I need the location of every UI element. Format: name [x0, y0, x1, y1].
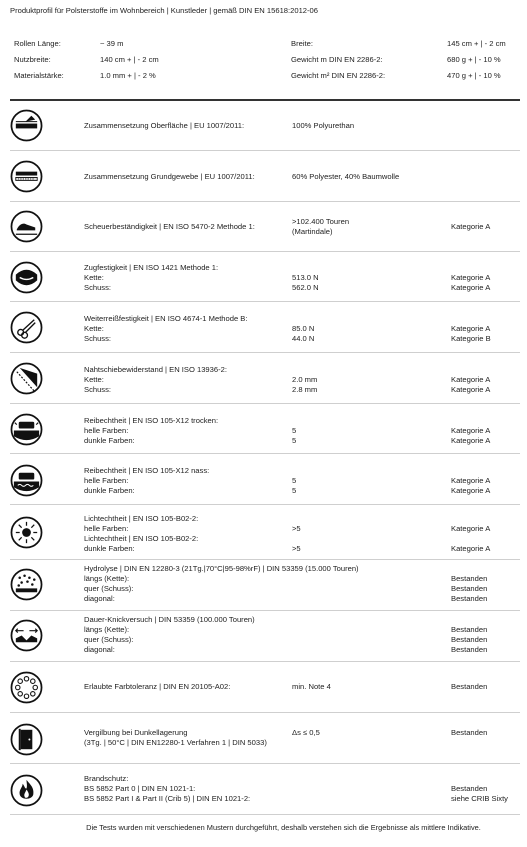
property-label: Dauer-Knickversuch | DIN 53359 (100.000 Touren) [84, 615, 255, 624]
property-row [0, 151, 527, 202]
property-rating: Bestanden [451, 574, 488, 583]
spec-row [0, 71, 527, 87]
property-value: 5 [292, 486, 297, 495]
fire-icon [10, 774, 43, 807]
property-rating: Bestanden [451, 584, 488, 593]
property-rating [451, 263, 523, 273]
abrasion-shoe-icon [10, 210, 43, 243]
property-row [0, 353, 527, 404]
property-rating [451, 534, 523, 544]
spec-value: 1.0 mm + | - 2 % [100, 71, 156, 80]
property-label: (3Tg. | 50°C | DIN EN12280-1 Verfahren 1 | DIN 5033) [84, 738, 267, 747]
property-value [292, 416, 442, 426]
property-value [292, 466, 442, 476]
property-value [292, 365, 442, 375]
surface-composition-icon [10, 109, 43, 142]
property-label: Weiterreißfestigkeit | EN ISO 4674-1 Methode B: [84, 314, 248, 323]
spec-row [0, 39, 527, 55]
property-rating: Bestanden [451, 645, 488, 654]
property-label: Reibechtheit | EN ISO 105-X12 trocken: [84, 416, 219, 425]
property-label: dunkle Farben: [84, 436, 135, 445]
property-label: Reibechtheit | EN ISO 105-X12 nass: [84, 466, 210, 475]
base-fabric-composition-icon [10, 160, 43, 193]
property-rating: Kategorie B [451, 334, 491, 343]
property-rating: Bestanden [451, 728, 488, 737]
property-label: dunkle Farben: [84, 544, 135, 553]
property-rating: Kategorie A [451, 436, 491, 445]
dark-storage-door-icon [10, 723, 43, 756]
property-label: helle Farben: [84, 426, 129, 435]
property-label: helle Farben: [84, 476, 129, 485]
property-row [0, 404, 527, 454]
property-row [0, 454, 527, 505]
property-rating: Kategorie A [451, 222, 491, 231]
property-label: Schuss: [84, 385, 112, 394]
property-label: BS 5852 Part 0 | DIN EN 1021-1: [84, 784, 196, 793]
spec-label: Gewicht m DIN EN 2286-2: [291, 55, 383, 64]
property-row [0, 764, 527, 815]
property-value: 562.0 N [292, 283, 319, 292]
property-rating: Bestanden [451, 594, 488, 603]
color-tolerance-icon [10, 671, 43, 704]
property-rating [451, 564, 523, 574]
property-rating [451, 514, 523, 524]
property-rating: Kategorie A [451, 426, 491, 435]
property-label: längs (Kette): [84, 574, 130, 583]
row-divider [10, 814, 520, 815]
spec-label: Breite: [291, 39, 313, 48]
property-label: Zusammensetzung Oberfläche | EU 1007/2011: [84, 121, 245, 130]
hydrolysis-icon [10, 568, 43, 601]
footer-note: Die Tests wurden mit verschiedenen Mustern durchgeführt, deshalb verstehen sich die Ergebnisse als mittlere Indikative. [86, 823, 481, 832]
property-row [0, 505, 527, 560]
property-rating: siehe CRIB Sixty [451, 794, 508, 803]
property-label: Schuss: [84, 283, 112, 292]
property-label: Scheuerbeständigkeit | EN ISO 5470-2 Methode 1: [84, 222, 255, 231]
property-label: diagonal: [84, 594, 115, 603]
property-rating: Kategorie A [451, 324, 491, 333]
light-sun-icon [10, 516, 43, 549]
property-rating: Kategorie A [451, 283, 491, 292]
scissors-icon [10, 311, 43, 344]
property-value: 60% Polyester, 40% Baumwolle [292, 172, 400, 181]
property-value: 100% Polyurethan [292, 121, 355, 130]
property-value: 85.0 N [292, 324, 315, 333]
property-label [84, 564, 284, 574]
document-title: Produktprofil für Polsterstoffe im Wohnbereich | Kunstleder | gemäß DIN EN 15618:2012-06 [10, 6, 318, 15]
property-value: min. Note 4 [292, 682, 331, 691]
property-value: 5 [292, 426, 297, 435]
property-value: Δs ≤ 0,5 [292, 728, 320, 737]
property-value: 2.8 mm [292, 385, 318, 394]
property-rating [451, 738, 523, 748]
property-label: Zugfestigkeit | EN ISO 1421 Methode 1: [84, 263, 219, 272]
tensile-face-icon [10, 261, 43, 294]
property-rating: Kategorie A [451, 273, 491, 282]
property-value [292, 514, 442, 524]
property-label: Schuss: [84, 334, 112, 343]
property-rating: Kategorie A [451, 385, 491, 394]
property-label: längs (Kette): [84, 625, 130, 634]
spec-row [0, 55, 527, 71]
property-rating [451, 365, 523, 375]
property-rating [451, 466, 523, 476]
property-label: Brandschutz: [84, 774, 129, 783]
property-label: Kette: [84, 273, 104, 282]
property-rating: Kategorie A [451, 544, 491, 553]
property-label: quer (Schuss): [84, 584, 134, 593]
property-value: (Martindale) [292, 227, 333, 236]
property-value: >5 [292, 524, 301, 533]
rub-wet-icon [10, 464, 43, 497]
property-row [0, 302, 527, 353]
property-value [292, 738, 442, 748]
property-rating: Kategorie A [451, 486, 491, 495]
property-value: >5 [292, 544, 301, 553]
property-label: Hydrolyse | DIN EN 12280-3 (21Tg.|70°C|95-98%rF) | DIN 53359 (15.000 Touren) [84, 564, 359, 573]
spec-value: 145 cm + | - 2 cm [447, 39, 506, 48]
property-value: 5 [292, 476, 297, 485]
property-rating: Bestanden [451, 625, 488, 634]
property-rating: Kategorie A [451, 476, 491, 485]
property-rating: Bestanden [451, 682, 488, 691]
property-value: >102.400 Touren [292, 217, 350, 226]
spec-label: Rollen Länge: [14, 39, 61, 48]
property-label: Lichtechtheit | EN ISO 105-B02-2: [84, 534, 199, 543]
spec-label: Materialstärke: [14, 71, 64, 80]
property-label: Kette: [84, 324, 104, 333]
property-value: 5 [292, 436, 297, 445]
spec-value: 680 g + | - 10 % [447, 55, 501, 64]
rub-dry-icon [10, 413, 43, 446]
property-rating: Bestanden [451, 784, 488, 793]
property-value: 2.0 mm [292, 375, 318, 384]
property-rating [451, 314, 523, 324]
property-rating [451, 774, 523, 784]
property-rating [451, 615, 523, 625]
property-row [0, 713, 527, 764]
property-row [0, 101, 527, 151]
property-label [84, 615, 284, 625]
property-value [292, 263, 442, 273]
spec-label: Gewicht m² DIN EN 2286-2: [291, 71, 386, 80]
property-label: Lichtechtheit | EN ISO 105-B02-2: [84, 514, 199, 523]
property-value [292, 534, 442, 544]
property-label: helle Farben: [84, 524, 129, 533]
property-row [0, 202, 527, 252]
spec-value: 470 g + | - 10 % [447, 71, 501, 80]
property-value [292, 314, 442, 324]
property-label: quer (Schuss): [84, 635, 134, 644]
property-label: dunkle Farben: [84, 486, 135, 495]
flex-crack-icon [10, 619, 43, 652]
property-row [0, 560, 527, 611]
spec-value: ~ 39 m [100, 39, 124, 48]
property-row [0, 252, 527, 302]
spec-label: Nutzbreite: [14, 55, 51, 64]
property-row [0, 611, 527, 662]
property-label: Erlaubte Farbtoleranz | DIN EN 20105-A02: [84, 682, 231, 691]
spec-value: 140 cm + | - 2 cm [100, 55, 159, 64]
seam-slippage-icon [10, 362, 43, 395]
property-rating: Kategorie A [451, 375, 491, 384]
property-rating [451, 416, 523, 426]
property-label: Kette: [84, 375, 104, 384]
property-value: 44.0 N [292, 334, 315, 343]
property-label: diagonal: [84, 645, 115, 654]
property-row [0, 662, 527, 713]
property-rating: Kategorie A [451, 524, 491, 533]
property-label: Vergilbung bei Dunkellagerung [84, 728, 188, 737]
property-label: Nahtschiebewiderstand | EN ISO 13936-2: [84, 365, 227, 374]
property-label: Zusammensetzung Grundgewebe | EU 1007/2011: [84, 172, 255, 181]
property-value: 513.0 N [292, 273, 319, 282]
property-label: BS 5852 Part I & Part II (Crib 5) | DIN EN 1021-2: [84, 794, 251, 803]
property-rating: Bestanden [451, 635, 488, 644]
